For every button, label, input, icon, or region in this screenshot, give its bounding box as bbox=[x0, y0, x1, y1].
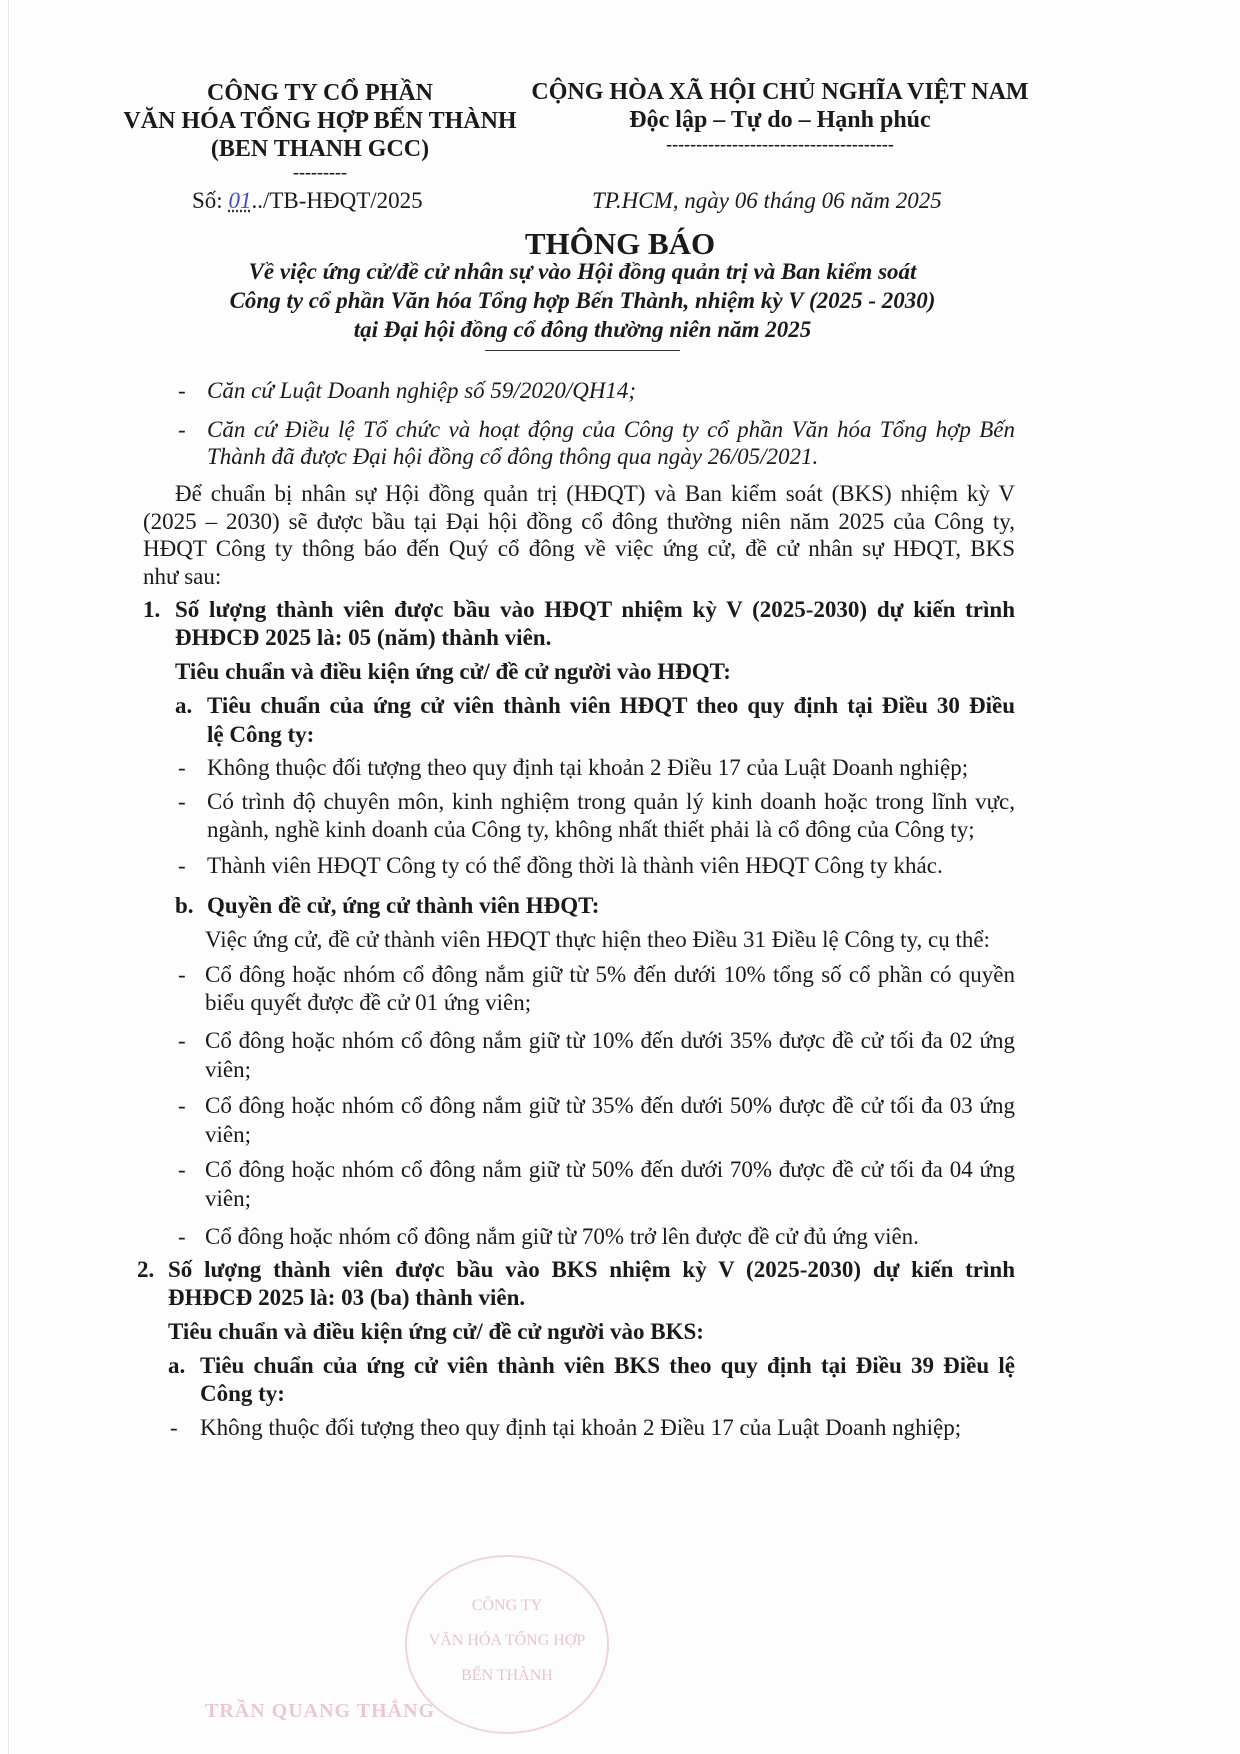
paragraph-line: Việc ứng cử, đề cử thành viên HĐQT thực hiện theo Điều 31 Điều lệ Công ty, cụ thể: bbox=[205, 927, 990, 952]
paragraph-line: Công ty: bbox=[200, 1381, 285, 1406]
paragraph-line: Số lượng thành viên được bầu vào BKS nhiệm kỳ V (2025-2030) dự kiến trình bbox=[168, 1257, 1015, 1282]
paragraph-line: viên; bbox=[205, 1057, 251, 1082]
motto-separator: -------------------------------------- bbox=[666, 134, 894, 154]
list-marker: - bbox=[178, 1157, 186, 1182]
paragraph-line: Số lượng thành viên được bầu vào HĐQT nhiệm kỳ V (2025-2030) dự kiến trình bbox=[175, 597, 1015, 622]
list-marker: 2. bbox=[137, 1257, 155, 1282]
paragraph-line: Quyền đề cử, ứng cử thành viên HĐQT: bbox=[207, 893, 600, 918]
list-marker: - bbox=[178, 853, 186, 878]
subtitle-line-3: tại Đại hội đồng cổ đông thường niên năm 2025 bbox=[353, 317, 812, 342]
company-stamp bbox=[405, 1555, 609, 1734]
paragraph-line: (2025 – 2030) sẽ được bầu tại Đại hội đồng cổ đông thường niên năm 2025 của Công ty, bbox=[143, 509, 1015, 534]
paragraph-line: Cổ đông hoặc nhóm cổ đông nắm giữ từ 70% trở lên được đề cử đủ ứng viên. bbox=[205, 1224, 919, 1249]
paragraph-line: ĐHĐCĐ 2025 là: 05 (năm) thành viên. bbox=[175, 625, 552, 650]
list-marker: - bbox=[178, 1028, 186, 1053]
paragraph-line: viên; bbox=[205, 1186, 251, 1211]
paragraph-line: lệ Công ty: bbox=[207, 722, 315, 747]
company-name-line-3: (BEN THANH GCC) bbox=[210, 136, 430, 162]
paragraph-line: Có trình độ chuyên môn, kinh nghiệm trong quản lý kinh doanh hoặc trong lĩnh vực, bbox=[207, 789, 1015, 814]
number-suffix: ../TB-HĐQT/2025 bbox=[251, 188, 423, 213]
list-marker: b. bbox=[175, 893, 194, 918]
paragraph-line: Cổ đông hoặc nhóm cổ đông nắm giữ từ 5% đến dưới 10% tổng số cổ phần có quyền bbox=[205, 962, 1015, 987]
stamp-text: CÔNG TY bbox=[471, 1597, 543, 1614]
paragraph-line: Tiêu chuẩn của ứng cử viên thành viên BKS theo quy định tại Điều 39 Điều lệ bbox=[200, 1353, 1015, 1378]
company-separator: --------- bbox=[293, 162, 347, 182]
title-underline bbox=[485, 350, 680, 351]
paragraph-line: Cổ đông hoặc nhóm cổ đông nắm giữ từ 10% đến dưới 35% được đề cử tối đa 02 ứng bbox=[205, 1028, 1015, 1053]
paragraph-line: Thành đã được Đại hội đồng cổ đông thông qua ngày 26/05/2021. bbox=[207, 444, 819, 469]
list-marker: - bbox=[178, 1224, 186, 1249]
list-marker: - bbox=[178, 962, 186, 987]
paragraph-line: Thành viên HĐQT Công ty có thể đồng thời là thành viên HĐQT Công ty khác. bbox=[207, 853, 943, 878]
company-name-line-1: CÔNG TY CỔ PHẦN bbox=[206, 80, 433, 106]
paragraph-line: viên; bbox=[205, 1122, 251, 1147]
paragraph-line: Để chuẩn bị nhân sự Hội đồng quản trị (HĐQT) và Ban kiểm soát (BKS) nhiệm kỳ V bbox=[175, 481, 1015, 506]
paragraph-line: Cổ đông hoặc nhóm cổ đông nắm giữ từ 50% đến dưới 70% được đề cử tối đa 04 ứng bbox=[205, 1157, 1015, 1182]
paragraph-line: ĐHĐCĐ 2025 là: 03 (ba) thành viên. bbox=[168, 1285, 526, 1310]
stamp-text: BẾN THÀNH bbox=[461, 1667, 553, 1684]
paragraph-line: HĐQT Công ty thông báo đến Quý cổ đông về việc ứng cử, đề cử nhân sự HĐQT, BKS bbox=[143, 536, 1015, 561]
list-marker: - bbox=[178, 789, 186, 814]
document-number bbox=[192, 188, 423, 214]
paragraph-line: Cổ đông hoặc nhóm cổ đông nắm giữ từ 35% đến dưới 50% được đề cử tối đa 03 ứng bbox=[205, 1093, 1015, 1118]
paragraph-line: Tiêu chuẩn và điều kiện ứng cử/ đề cử người vào BKS: bbox=[168, 1319, 704, 1344]
subtitle-line-2: Công ty cổ phần Văn hóa Tổng hợp Bến Thành, nhiệm kỳ V (2025 - 2030) bbox=[229, 288, 936, 313]
list-marker: - bbox=[178, 755, 186, 780]
motto: Độc lập – Tự do – Hạnh phúc bbox=[629, 107, 931, 133]
handwritten-number: 01 bbox=[228, 188, 252, 213]
paragraph-line: biểu quyết được đề cử 01 ứng viên; bbox=[205, 990, 532, 1015]
list-marker: 1. bbox=[143, 597, 161, 622]
paragraph-line: Tiêu chuẩn của ứng cử viên thành viên HĐQT theo quy định tại Điều 30 Điều bbox=[207, 693, 1015, 718]
stamp-text: VĂN HÓA TỔNG HỢP bbox=[428, 1632, 586, 1649]
list-marker: a. bbox=[175, 693, 193, 718]
paragraph-line: như sau: bbox=[143, 564, 222, 589]
list-marker: a. bbox=[168, 1353, 186, 1378]
list-marker: - bbox=[178, 1093, 186, 1118]
number-prefix: Số: bbox=[192, 188, 229, 213]
list-marker: - bbox=[170, 1415, 178, 1440]
company-name-line-2: VĂN HÓA TỔNG HỢP BẾN THÀNH bbox=[123, 108, 517, 134]
paragraph-line: Tiêu chuẩn và điều kiện ứng cử/ đề cử người vào HĐQT: bbox=[175, 659, 731, 684]
paragraph-line: Căn cứ Điều lệ Tổ chức và hoạt động của Công ty cổ phần Văn hóa Tổng hợp Bến bbox=[207, 417, 1015, 442]
subtitle-line-1: Về việc ứng cử/đề cử nhân sự vào Hội đồng quản trị và Ban kiểm soát bbox=[248, 259, 917, 284]
signature: TRẦN QUANG THẮNG bbox=[205, 1700, 436, 1722]
paragraph-line: Không thuộc đối tượng theo quy định tại khoản 2 Điều 17 của Luật Doanh nghiệp; bbox=[207, 755, 969, 780]
paragraph-line: Không thuộc đối tượng theo quy định tại khoản 2 Điều 17 của Luật Doanh nghiệp; bbox=[200, 1415, 962, 1440]
nation-title: CỘNG HÒA XÃ HỘI CHỦ NGHĨA VIỆT NAM bbox=[531, 79, 1029, 105]
list-marker: - bbox=[178, 378, 186, 403]
paragraph-line: Căn cứ Luật Doanh nghiệp số 59/2020/QH14; bbox=[207, 378, 637, 403]
document-date: TP.HCM, ngày 06 tháng 06 năm 2025 bbox=[592, 188, 942, 213]
document-title: THÔNG BÁO bbox=[524, 226, 716, 261]
paragraph-line: ngành, nghề kinh doanh của Công ty, không nhất thiết phải là cổ đông của Công ty; bbox=[207, 817, 975, 842]
list-marker: - bbox=[178, 417, 186, 442]
